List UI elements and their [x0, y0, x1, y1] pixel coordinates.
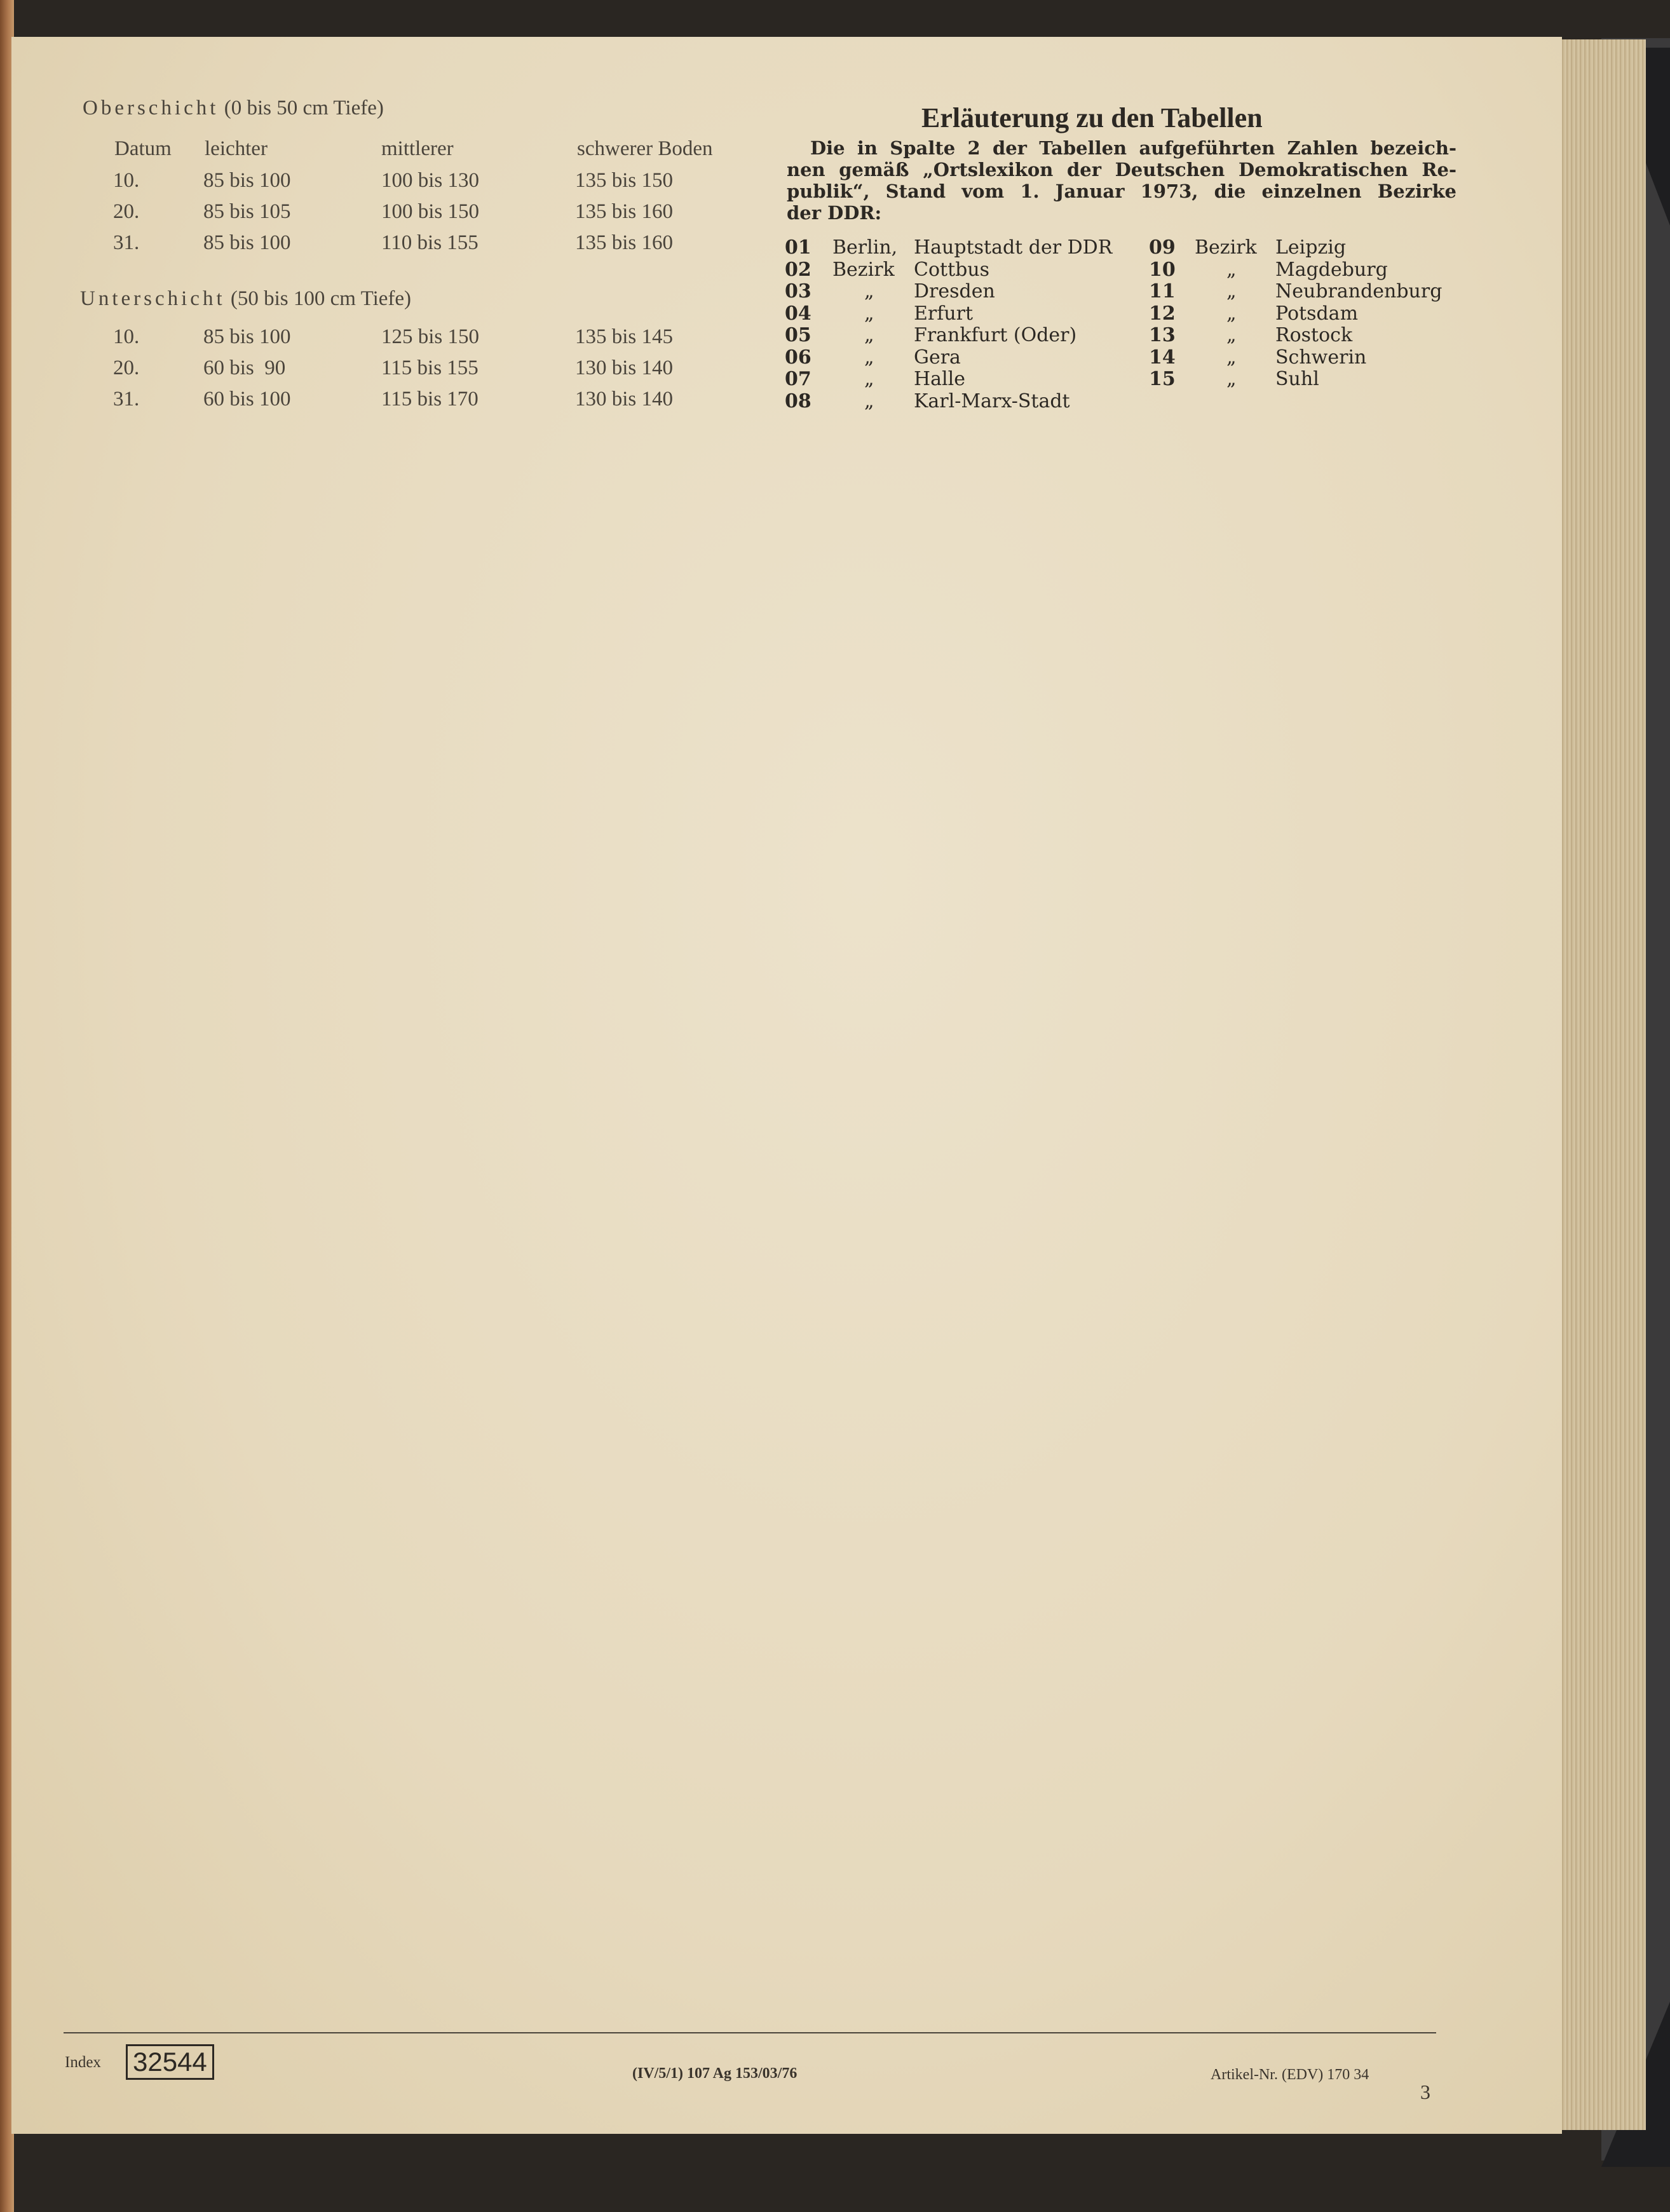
district-number: 11: [1149, 280, 1176, 302]
district-number: 14: [1149, 346, 1176, 369]
page-number: 3: [1420, 2080, 1430, 2103]
table-cell-mittlerer: 115 bis 155: [381, 356, 479, 379]
district-name: Leipzig: [1275, 236, 1347, 259]
table-cell-leichter: 60 bis 100: [203, 388, 291, 411]
ober-paren: (0 bis 50 cm Tiefe): [224, 97, 384, 119]
ober-heading-line: [83, 97, 384, 120]
table-cell-leichter: 85 bis 100: [203, 169, 291, 192]
district-prefix: Bezirk: [1195, 236, 1257, 259]
district-prefix: „: [864, 302, 874, 325]
table-cell-mittlerer: 100 bis 150: [381, 200, 480, 223]
table-cell-schwerer: 135 bis 150: [575, 169, 674, 192]
district-prefix: „: [864, 368, 874, 390]
district-prefix: Bezirk: [832, 258, 895, 281]
district-name: Erfurt: [914, 302, 974, 325]
explanation-title: Erläuterung zu den Tabellen: [921, 102, 1263, 133]
table-cell-datum: 31.: [113, 388, 140, 411]
district-prefix: „: [1226, 280, 1237, 302]
district-name: Hauptstadt der DDR: [914, 236, 1113, 259]
paragraph-line: Die in Spalte 2 der Tabellen aufgeführten Zahlen bezeich-: [810, 137, 1456, 159]
table-cell-datum: 10.: [113, 325, 140, 348]
district-number: 01: [785, 236, 811, 259]
district-name: Gera: [914, 346, 961, 369]
col-mittlerer-header: mittlerer: [381, 137, 454, 160]
district-prefix: „: [1226, 324, 1237, 346]
district-number: 07: [785, 368, 811, 390]
table-cell-datum: 31.: [113, 231, 140, 254]
district-name: Cottbus: [914, 258, 990, 281]
footer-center-code: (IV/5/1) 107 Ag 153/03/76: [632, 2065, 798, 2082]
table-cell-schwerer: 135 bis 160: [575, 200, 674, 223]
paragraph-line: der DDR:: [787, 202, 882, 224]
table-cell-leichter: 85 bis 100: [203, 231, 291, 254]
index-number-box: 32544: [126, 2044, 214, 2080]
district-prefix: „: [864, 324, 874, 346]
district-prefix: „: [1226, 368, 1237, 390]
district-prefix: Berlin,: [832, 236, 898, 259]
table-cell-leichter: 85 bis 105: [203, 200, 291, 223]
district-number: 12: [1149, 302, 1176, 325]
district-name: Suhl: [1275, 368, 1319, 390]
unter-heading-line: [80, 287, 411, 311]
unter-heading: Unterschicht: [80, 287, 226, 310]
district-number: 15: [1149, 368, 1176, 390]
district-prefix: „: [864, 390, 874, 412]
district-name: Schwerin: [1275, 346, 1367, 369]
district-number: 03: [785, 280, 811, 302]
table-cell-mittlerer: 125 bis 150: [381, 325, 480, 348]
district-number: 08: [785, 390, 811, 412]
district-number: 13: [1149, 324, 1176, 346]
table-cell-leichter: 85 bis 100: [203, 325, 291, 348]
table-cell-datum: 10.: [113, 169, 140, 192]
district-name: Halle: [914, 368, 965, 390]
page-edges: [1551, 39, 1646, 2130]
footer-article-number: Artikel-Nr. (EDV) 170 34: [1211, 2066, 1369, 2083]
table-cell-datum: 20.: [113, 200, 140, 223]
district-name: Frankfurt (Oder): [914, 324, 1077, 346]
index-label: Index: [65, 2054, 101, 2071]
district-prefix: „: [1226, 302, 1237, 325]
district-number: 06: [785, 346, 811, 369]
district-number: 04: [785, 302, 811, 325]
district-name: Magdeburg: [1275, 258, 1388, 281]
district-number: 10: [1149, 258, 1176, 281]
footer-rule: [64, 2032, 1436, 2033]
table-cell-mittlerer: 110 bis 155: [381, 231, 479, 254]
table-cell-mittlerer: 115 bis 170: [381, 388, 479, 411]
table-cell-schwerer: 130 bis 140: [575, 356, 674, 379]
district-prefix: „: [864, 280, 874, 302]
district-name: Karl-Marx-Stadt: [914, 390, 1070, 412]
district-name: Neubrandenburg: [1275, 280, 1443, 302]
paragraph-line: nen gemäß „Ortslexikon der Deutschen Demokratischen Re-: [787, 159, 1456, 180]
unter-paren: (50 bis 100 cm Tiefe): [230, 287, 412, 310]
table-cell-mittlerer: 100 bis 130: [381, 169, 480, 192]
col-leichter-header: leichter: [205, 137, 268, 160]
table-cell-schwerer: 130 bis 140: [575, 388, 674, 411]
district-name: Dresden: [914, 280, 995, 302]
table-cell-schwerer: 135 bis 160: [575, 231, 674, 254]
district-name: Potsdam: [1275, 302, 1359, 325]
paragraph-line: publik“, Stand vom 1. Januar 1973, die einzelnen Bezirke: [787, 180, 1456, 202]
table-cell-schwerer: 135 bis 145: [575, 325, 674, 348]
district-prefix: „: [864, 346, 874, 369]
district-number: 09: [1149, 236, 1176, 259]
district-prefix: „: [1226, 258, 1237, 281]
ober-heading: Oberschicht: [83, 97, 219, 119]
district-prefix: „: [1226, 346, 1237, 369]
col-datum-header: Datum: [114, 137, 172, 160]
district-number: 02: [785, 258, 811, 281]
table-cell-datum: 20.: [113, 356, 140, 379]
col-schwerer-header: schwerer Boden: [577, 137, 713, 160]
district-number: 05: [785, 324, 811, 346]
district-name: Rostock: [1275, 324, 1353, 346]
table-cell-leichter: 60 bis 90: [203, 356, 286, 379]
